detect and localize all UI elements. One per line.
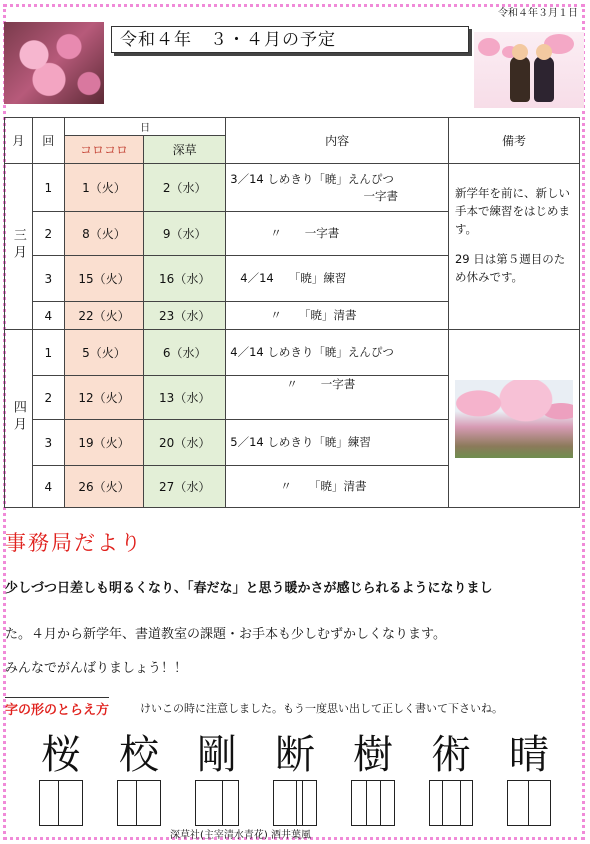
header-day: 日 [64, 118, 225, 136]
kanji-character: 断 [275, 732, 315, 778]
table-row: 3 15（火） 16（水） 4／14 「暁」練習 [5, 256, 580, 302]
kanji-character: 樹 [353, 732, 393, 778]
table-row: 四月 1 5（火） 6（水） 4／14 しめきり「暁」えんぴつ [5, 330, 580, 376]
table-row: 三月 1 1（火） 2（水） 3／14 しめきり「暁」えんぴつ 一字書 新学年を前に、新しい手本で練習をはじめます。 29 日は第５週目のため休みです。 [5, 164, 580, 212]
kanji-character: 桜 [41, 732, 81, 778]
month-march: 三月 [10, 228, 26, 262]
page-title: 令和４年 ３・４月の予定 [111, 26, 469, 53]
children-illustration [474, 32, 584, 108]
news-paragraph-3: みんなでがんばりましょう！！ [5, 661, 188, 676]
shape-heading: 字の形のとらえ方 [5, 697, 109, 718]
practice-box [39, 780, 83, 826]
practice-box [195, 780, 239, 826]
header-fukakusa: 深草 [144, 136, 226, 164]
header-content: 内容 [226, 118, 449, 164]
kanji-item [100, 733, 178, 826]
kanji-item [178, 733, 256, 826]
kanji-character: 術 [431, 732, 471, 778]
kanji-item [22, 733, 100, 826]
practice-box [351, 780, 395, 826]
kanji-practice-row [22, 733, 582, 826]
news-paragraph-2: た。４月から新学年、書道教室の課題・お手本も少しむずかしくなります。 [5, 627, 446, 642]
news-paragraph-1: 少しづつ日差しも明るくなり、「春だな」と思う暖かさが感じられるようになりまし [5, 581, 493, 596]
news-heading: 事務局だより [5, 531, 143, 555]
kanji-item [412, 733, 490, 826]
kanji-character: 校 [119, 732, 159, 778]
header-biko: 備考 [448, 118, 579, 164]
table-row: 4 26（火） 27（水） 〃 「暁」清書 [5, 466, 580, 508]
kanji-item [334, 733, 412, 826]
practice-box [429, 780, 473, 826]
kanji-item [256, 733, 334, 826]
table-row: 4 22（火） 23（水） 〃 「暁」清書 [5, 302, 580, 330]
cherry-blossom-photo [4, 22, 104, 104]
table-row: 2 8（火） 9（水） 〃 一字書 [5, 212, 580, 256]
footer-credit: 深草社(主宰清水青花) 酒井葉風 [170, 830, 311, 841]
shape-note: けいこの時に注意しました。もう一度思い出して正しく書いて下さいね。 [140, 702, 503, 715]
schedule-table [4, 117, 580, 508]
header-kai: 回 [32, 118, 64, 164]
month-april: 四月 [10, 400, 26, 434]
biko-note-2: 29 日は第５週目のため休みです。 [454, 252, 566, 284]
kanji-character: 晴 [509, 732, 549, 778]
header-month: 月 [5, 118, 33, 164]
cherry-tree-photo [455, 380, 573, 458]
table-row: 3 19（火） 20（水） 5／14 しめきり「暁」練習 [5, 420, 580, 466]
kanji-character: 剛 [197, 732, 237, 778]
practice-box [117, 780, 161, 826]
kanji-item [490, 733, 568, 826]
practice-box [273, 780, 317, 826]
table-row: 2 12（火） 13（水） 〃 一字書 [5, 376, 580, 420]
issue-date: 令和４年３月１日 [498, 8, 578, 19]
biko-note-1: 新学年を前に、新しい手本で練習をはじめます。 [454, 186, 570, 236]
practice-box [507, 780, 551, 826]
header-korokoro: コロコロ [64, 136, 143, 164]
